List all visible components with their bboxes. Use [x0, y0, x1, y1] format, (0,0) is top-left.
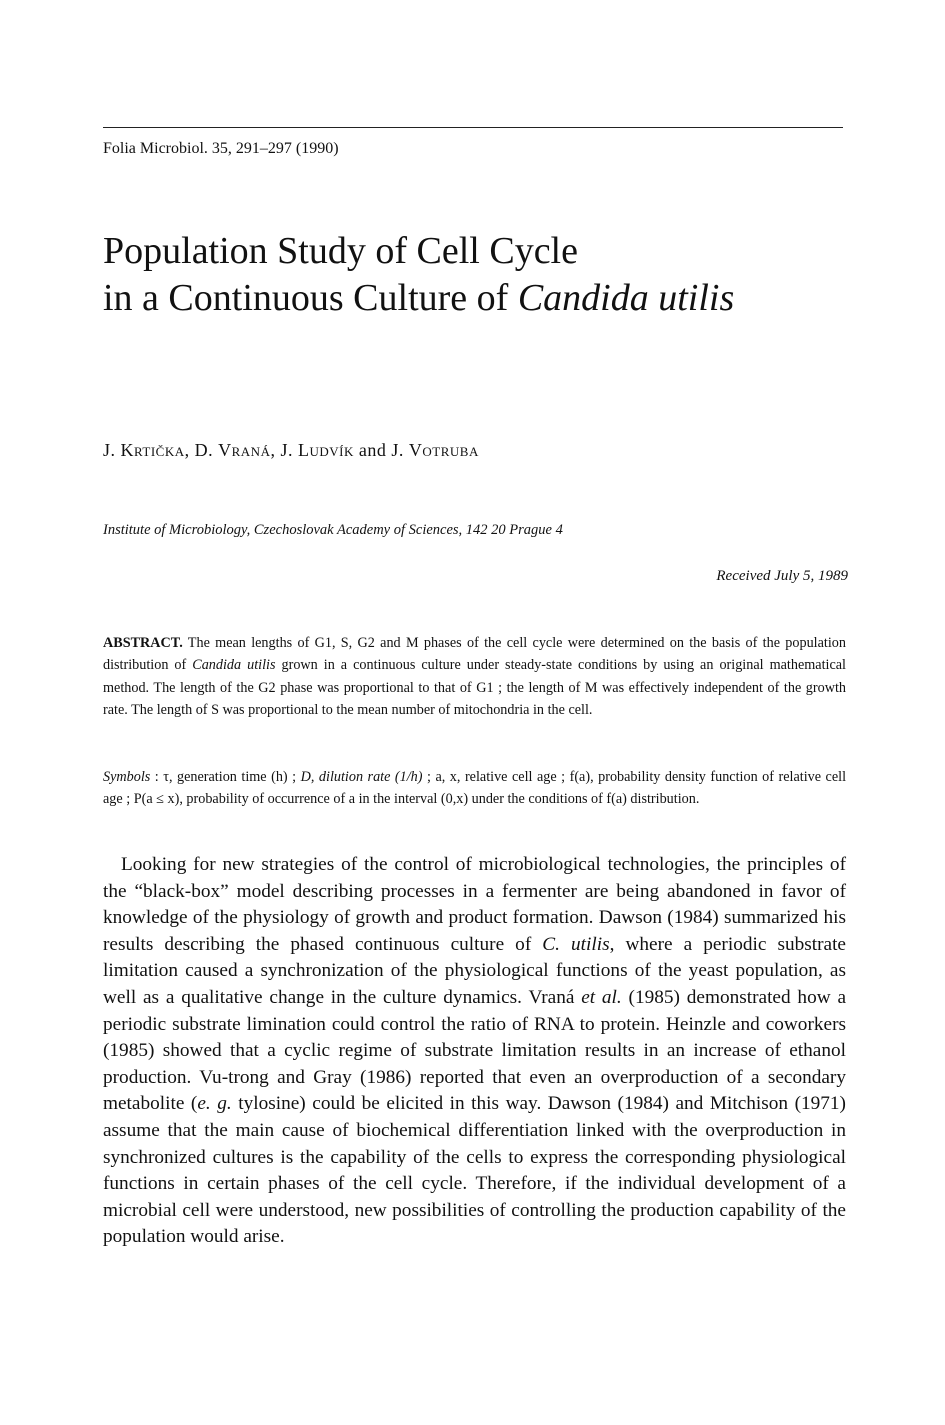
body-species: C. utilis	[542, 933, 610, 955]
author-separator: ,	[270, 440, 281, 460]
journal-citation: Folia Microbiol. 35, 291–297 (1990)	[103, 140, 339, 157]
abstract-text-2: grown in a continuous culture under steady-state conditions by using an original mathematical method. The length of the G2 phase was proportional to that of G1 ; the length of M was effectively independent of the growth rate. The length of S was proportional to the mean number of mitochondria in the cell.	[103, 657, 846, 718]
symbols-text-1: : τ, generation time (h) ;	[150, 769, 301, 785]
body-eg: e. g.	[197, 1093, 232, 1115]
body-text-3: (1985) demonstrated how a periodic substrate limination could control the ratio of RNA to protein. Heinzle and coworkers (1985) showed that a cyclic regime of substrate limitation results in an increase of ethanol production. Vu-trong and Gray (1986) reported that even an overproduction of a secondary metabolite (	[103, 986, 846, 1115]
abstract-text-1: The mean lengths of G1, S, G2 and M phases of the cell cycle were determined on the basis of the population distribution of	[103, 635, 846, 674]
author-initial: J.	[280, 440, 298, 460]
abstract-label: ABSTRACT.	[103, 635, 183, 651]
author-initial: D.	[194, 440, 219, 460]
title-line-1: Population Study of Cell Cycle	[103, 230, 578, 272]
abstract	[103, 632, 846, 721]
author-votruba: Votruba	[408, 440, 479, 460]
body-et-al: et al.	[581, 986, 622, 1008]
author-ludvik: Ludvík	[297, 440, 354, 460]
author-krticka: Krtička	[120, 440, 185, 460]
symbols-text-2: ; a, x, relative cell age ; f(a), probability density function of relative cell age ; P(a ≤ x), probability of occurrence of a in the interval (0,x) under the conditions of f(a) distribution.	[103, 769, 847, 808]
received-date: Received July 5, 1989	[716, 568, 848, 584]
symbols-label: Symbols	[103, 769, 151, 785]
abstract-species: Candida utilis	[192, 657, 276, 674]
body-text-2: , where a periodic substrate limitation caused a synchronization of the physiological functions of the yeast population, as well as a qualitative change in the culture dynamics. Vraná	[103, 933, 846, 1008]
header-rule	[103, 127, 843, 128]
body-paragraph	[103, 852, 846, 1251]
author-list	[103, 440, 479, 461]
author-conjunction: and	[353, 440, 392, 460]
author-vrana: Vraná	[218, 440, 271, 460]
author-initial: J.	[391, 440, 409, 460]
title-line-2: in a Continuous Culture of	[103, 277, 518, 319]
author-separator: ,	[184, 440, 195, 460]
body-text-4: tylosine) could be elicited in this way. Dawson (1984) and Mitchison (1971) assume that the main cause of biochemical differentiation linked with the overproduction in synchronized cultures is the capability of the cells to express the corresponding physiological functions in certain phases of the cell cycle. Therefore, if the individual development of a microbial cell were understood, new possibilities of controlling the production capability of the population would arise.	[103, 1093, 846, 1248]
author-initial: J.	[103, 440, 121, 460]
symbols-list	[103, 766, 846, 811]
body-text-1: Looking for new strategies of the control of microbiological technologies, the principles of the “black-box” model describing processes in a fermenter are being abandoned in favor of knowledge of the physiology of growth and product formation. Dawson (1984) summarized his results describing the phased continuous culture of	[103, 854, 846, 955]
title-species: Candida utilis	[517, 277, 735, 319]
article-title	[103, 228, 863, 322]
symbols-dilution: D, dilution rate (1/h)	[300, 769, 423, 785]
affiliation: Institute of Microbiology, Czechoslovak Academy of Sciences, 142 20 Prague 4	[103, 522, 563, 538]
